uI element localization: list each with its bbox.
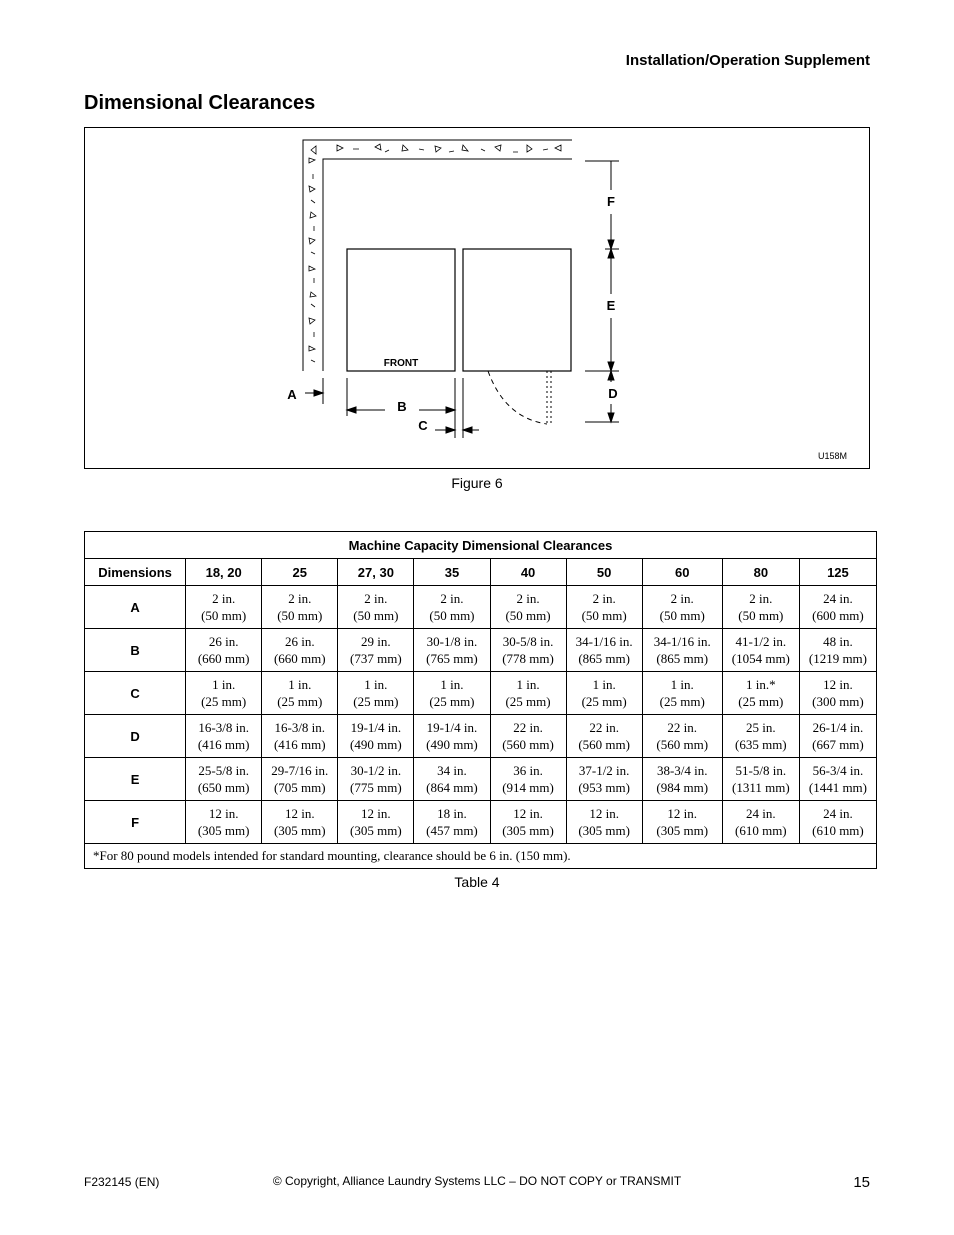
value-millimeters: (305 mm) xyxy=(502,823,554,838)
value-inches: 1 in.* xyxy=(746,677,776,692)
table-cell xyxy=(722,758,799,801)
table-cell xyxy=(262,586,338,629)
value-millimeters: (560 mm) xyxy=(578,737,630,752)
column-header: Dimensions xyxy=(85,559,186,586)
table-caption-top: Machine Capacity Dimensional Clearances xyxy=(85,532,877,559)
table-cell xyxy=(722,629,799,672)
value-millimeters: (1219 mm) xyxy=(808,651,867,666)
value-millimeters: (610 mm) xyxy=(812,823,864,838)
value-inches: 22 in. xyxy=(589,720,619,735)
table-cell xyxy=(186,715,262,758)
table-cell xyxy=(338,801,414,844)
table-cell xyxy=(490,586,566,629)
table-cell xyxy=(642,801,722,844)
value-millimeters: (610 mm) xyxy=(735,823,787,838)
row-dimension-label: C xyxy=(85,672,186,715)
copyright-notice: © Copyright, Alliance Laundry Systems LLC – DO NOT COPY or TRANSMIT xyxy=(272,1174,682,1188)
value-inches: 19-1/4 in. xyxy=(350,720,402,735)
label-a: A xyxy=(287,387,297,402)
table-cell xyxy=(262,715,338,758)
value-millimeters: (305 mm) xyxy=(350,823,402,838)
table-cell xyxy=(338,629,414,672)
table-cell xyxy=(642,715,722,758)
label-e: E xyxy=(606,298,616,313)
table-cell xyxy=(262,758,338,801)
table-cell xyxy=(414,801,490,844)
value-inches: 30-5/8 in. xyxy=(502,634,554,649)
value-millimeters: (416 mm) xyxy=(197,737,250,752)
value-inches: 25-5/8 in. xyxy=(198,763,249,778)
value-inches: 1 in. xyxy=(592,677,616,692)
value-millimeters: (560 mm) xyxy=(656,737,709,752)
value-inches: 2 in. xyxy=(212,591,236,606)
value-millimeters: (25 mm) xyxy=(659,694,705,709)
value-millimeters: (50 mm) xyxy=(353,608,399,623)
table-cell xyxy=(642,629,722,672)
table-cell xyxy=(186,801,262,844)
value-millimeters: (667 mm) xyxy=(812,737,864,752)
table-cell xyxy=(642,758,722,801)
value-millimeters: (660 mm) xyxy=(197,651,250,666)
value-inches: 37-1/2 in. xyxy=(578,763,630,778)
dimension-lines-bottom xyxy=(305,378,479,438)
value-millimeters: (25 mm) xyxy=(738,694,784,709)
value-inches: 12 in. xyxy=(284,806,315,821)
table-cell xyxy=(338,672,414,715)
table-cell xyxy=(566,801,642,844)
table-cell xyxy=(566,586,642,629)
value-millimeters: (305 mm) xyxy=(197,823,250,838)
value-inches: 2 in. xyxy=(440,591,464,606)
value-inches: 1 in. xyxy=(516,677,540,692)
table-cell xyxy=(414,629,490,672)
table-cell xyxy=(722,801,799,844)
column-header: 80 xyxy=(722,559,799,586)
value-inches: 22 in. xyxy=(513,720,543,735)
value-millimeters: (865 mm) xyxy=(656,651,709,666)
column-header: 18, 20 xyxy=(186,559,262,586)
label-d: D xyxy=(608,386,618,401)
value-millimeters: (50 mm) xyxy=(505,608,551,623)
value-inches: 56-3/4 in. xyxy=(812,763,864,778)
table-cell xyxy=(799,672,876,715)
value-inches: 48 in. xyxy=(823,634,853,649)
value-inches: 34-1/16 in. xyxy=(653,634,711,649)
value-inches: 41-1/2 in. xyxy=(735,634,787,649)
table-cell xyxy=(414,758,490,801)
table-caption: Table 4 xyxy=(454,874,500,890)
value-millimeters: (737 mm) xyxy=(350,651,402,666)
value-inches: 12 in. xyxy=(589,806,619,821)
front-label: FRONT xyxy=(383,358,419,369)
value-inches: 2 in. xyxy=(516,591,540,606)
table-row xyxy=(85,758,877,801)
value-millimeters: (25 mm) xyxy=(505,694,551,709)
value-millimeters: (1441 mm) xyxy=(808,780,867,795)
value-inches: 2 in. xyxy=(288,591,312,606)
column-header: 25 xyxy=(262,559,338,586)
table-row xyxy=(85,672,877,715)
page-number: 15 xyxy=(853,1174,870,1191)
value-millimeters: (778 mm) xyxy=(502,651,554,666)
value-millimeters: (650 mm) xyxy=(197,780,250,795)
value-inches: 12 in. xyxy=(361,806,391,821)
value-millimeters: (25 mm) xyxy=(201,694,247,709)
value-inches: 30-1/2 in. xyxy=(350,763,402,778)
value-inches: 12 in. xyxy=(208,806,239,821)
table-cell xyxy=(642,586,722,629)
value-inches: 2 in. xyxy=(749,591,773,606)
value-inches: 26 in. xyxy=(284,634,315,649)
table-cell xyxy=(566,629,642,672)
value-inches: 34-1/16 in. xyxy=(575,634,633,649)
value-inches: 16-3/8 in. xyxy=(274,720,326,735)
value-millimeters: (25 mm) xyxy=(277,694,323,709)
value-inches: 36 in. xyxy=(513,763,543,778)
table-header-row xyxy=(85,559,877,586)
value-millimeters: (305 mm) xyxy=(578,823,630,838)
value-millimeters: (490 mm) xyxy=(350,737,402,752)
value-millimeters: (1054 mm) xyxy=(731,651,790,666)
machine-right xyxy=(463,249,571,371)
table-cell xyxy=(490,758,566,801)
table-cell xyxy=(799,758,876,801)
label-c: C xyxy=(418,418,428,433)
column-header: 35 xyxy=(414,559,490,586)
table-row xyxy=(85,629,877,672)
table-cell xyxy=(566,672,642,715)
value-inches: 1 in. xyxy=(288,677,312,692)
value-millimeters: (635 mm) xyxy=(735,737,787,752)
value-millimeters: (25 mm) xyxy=(353,694,399,709)
row-dimension-label: D xyxy=(85,715,186,758)
value-inches: 19-1/4 in. xyxy=(426,720,478,735)
table-cell xyxy=(338,715,414,758)
label-f: F xyxy=(607,194,615,209)
table-row xyxy=(85,801,877,844)
value-millimeters: (864 mm) xyxy=(426,780,478,795)
value-millimeters: (300 mm) xyxy=(812,694,864,709)
column-header: 60 xyxy=(642,559,722,586)
row-dimension-label: A xyxy=(85,586,186,629)
value-inches: 24 in. xyxy=(823,591,853,606)
value-millimeters: (600 mm) xyxy=(812,608,864,623)
table-cell xyxy=(186,629,262,672)
value-millimeters: (25 mm) xyxy=(581,694,627,709)
label-b: B xyxy=(397,399,407,414)
table-cell xyxy=(566,715,642,758)
value-millimeters: (50 mm) xyxy=(429,608,475,623)
clearance-table xyxy=(84,531,877,869)
row-dimension-label: F xyxy=(85,801,186,844)
value-millimeters: (765 mm) xyxy=(426,651,478,666)
table-cell xyxy=(490,629,566,672)
value-millimeters: (865 mm) xyxy=(578,651,630,666)
value-millimeters: (490 mm) xyxy=(426,737,478,752)
machine-left xyxy=(347,249,455,371)
table-cell xyxy=(490,715,566,758)
value-millimeters: (953 mm) xyxy=(578,780,630,795)
table-cell xyxy=(262,629,338,672)
value-inches: 18 in. xyxy=(437,806,467,821)
value-millimeters: (660 mm) xyxy=(273,651,326,666)
value-inches: 2 in. xyxy=(364,591,388,606)
value-inches: 1 in. xyxy=(212,677,236,692)
table-cell xyxy=(186,672,262,715)
table-cell xyxy=(799,586,876,629)
table-cell xyxy=(722,715,799,758)
value-millimeters: (50 mm) xyxy=(277,608,323,623)
table-cell xyxy=(490,801,566,844)
row-dimension-label: E xyxy=(85,758,186,801)
value-inches: 25 in. xyxy=(746,720,776,735)
value-millimeters: (560 mm) xyxy=(502,737,554,752)
value-inches: 24 in. xyxy=(746,806,776,821)
value-millimeters: (305 mm) xyxy=(273,823,326,838)
table-body xyxy=(85,586,877,844)
value-millimeters: (705 mm) xyxy=(273,780,326,795)
table-cell xyxy=(799,801,876,844)
value-inches: 1 in. xyxy=(364,677,388,692)
table-row xyxy=(85,715,877,758)
table-cell xyxy=(722,586,799,629)
table-cell xyxy=(338,758,414,801)
value-millimeters: (50 mm) xyxy=(659,608,705,623)
value-millimeters: (25 mm) xyxy=(429,694,475,709)
value-inches: 2 in. xyxy=(670,591,694,606)
value-inches: 30-1/8 in. xyxy=(426,634,478,649)
table-cell xyxy=(262,801,338,844)
table-row xyxy=(85,586,877,629)
table-footnote: *For 80 pound models intended for standard mounting, clearance should be 6 in. (150 mm). xyxy=(85,844,877,869)
value-inches: 26-1/4 in. xyxy=(812,720,864,735)
value-inches: 29-7/16 in. xyxy=(271,763,329,778)
value-inches: 1 in. xyxy=(440,677,464,692)
figure-code: U158M xyxy=(817,451,847,461)
value-millimeters: (50 mm) xyxy=(201,608,247,623)
table-cell xyxy=(262,672,338,715)
value-inches: 29 in. xyxy=(361,634,391,649)
figure-caption: Figure 6 xyxy=(451,475,503,491)
table-cell xyxy=(799,629,876,672)
value-inches: 16-3/8 in. xyxy=(198,720,249,735)
value-inches: 38-3/4 in. xyxy=(656,763,708,778)
table-cell xyxy=(338,586,414,629)
figure-clearance-diagram xyxy=(84,127,870,469)
column-header: 125 xyxy=(799,559,876,586)
value-millimeters: (416 mm) xyxy=(273,737,326,752)
value-inches: 51-5/8 in. xyxy=(735,763,787,778)
value-inches: 12 in. xyxy=(823,677,853,692)
table-cell xyxy=(490,672,566,715)
value-millimeters: (1311 mm) xyxy=(732,780,790,795)
table-cell xyxy=(414,672,490,715)
value-millimeters: (984 mm) xyxy=(656,780,709,795)
row-dimension-label: B xyxy=(85,629,186,672)
table-cell xyxy=(414,586,490,629)
table-cell xyxy=(566,758,642,801)
running-header: Installation/Operation Supplement xyxy=(625,52,870,69)
table-cell xyxy=(799,715,876,758)
value-inches: 24 in. xyxy=(823,806,853,821)
table-cell xyxy=(186,586,262,629)
doc-code: F232145 (EN) xyxy=(84,1175,160,1189)
column-header: 27, 30 xyxy=(338,559,414,586)
column-header: 50 xyxy=(566,559,642,586)
value-inches: 12 in. xyxy=(667,806,698,821)
table-cell xyxy=(414,715,490,758)
value-millimeters: (50 mm) xyxy=(738,608,784,623)
page-title: Dimensional Clearances xyxy=(84,92,316,114)
table-cell xyxy=(186,758,262,801)
table-cell xyxy=(642,672,722,715)
value-millimeters: (914 mm) xyxy=(502,780,554,795)
value-inches: 22 in. xyxy=(667,720,698,735)
value-inches: 12 in. xyxy=(513,806,543,821)
value-inches: 1 in. xyxy=(670,677,694,692)
door-swing xyxy=(488,371,551,424)
value-inches: 2 in. xyxy=(592,591,616,606)
value-millimeters: (775 mm) xyxy=(350,780,402,795)
value-millimeters: (50 mm) xyxy=(581,608,627,623)
value-millimeters: (457 mm) xyxy=(426,823,478,838)
value-inches: 34 in. xyxy=(437,763,467,778)
column-header: 40 xyxy=(490,559,566,586)
clearance-diagram xyxy=(85,128,869,468)
value-millimeters: (305 mm) xyxy=(656,823,709,838)
value-inches: 26 in. xyxy=(208,634,239,649)
table-cell xyxy=(722,672,799,715)
